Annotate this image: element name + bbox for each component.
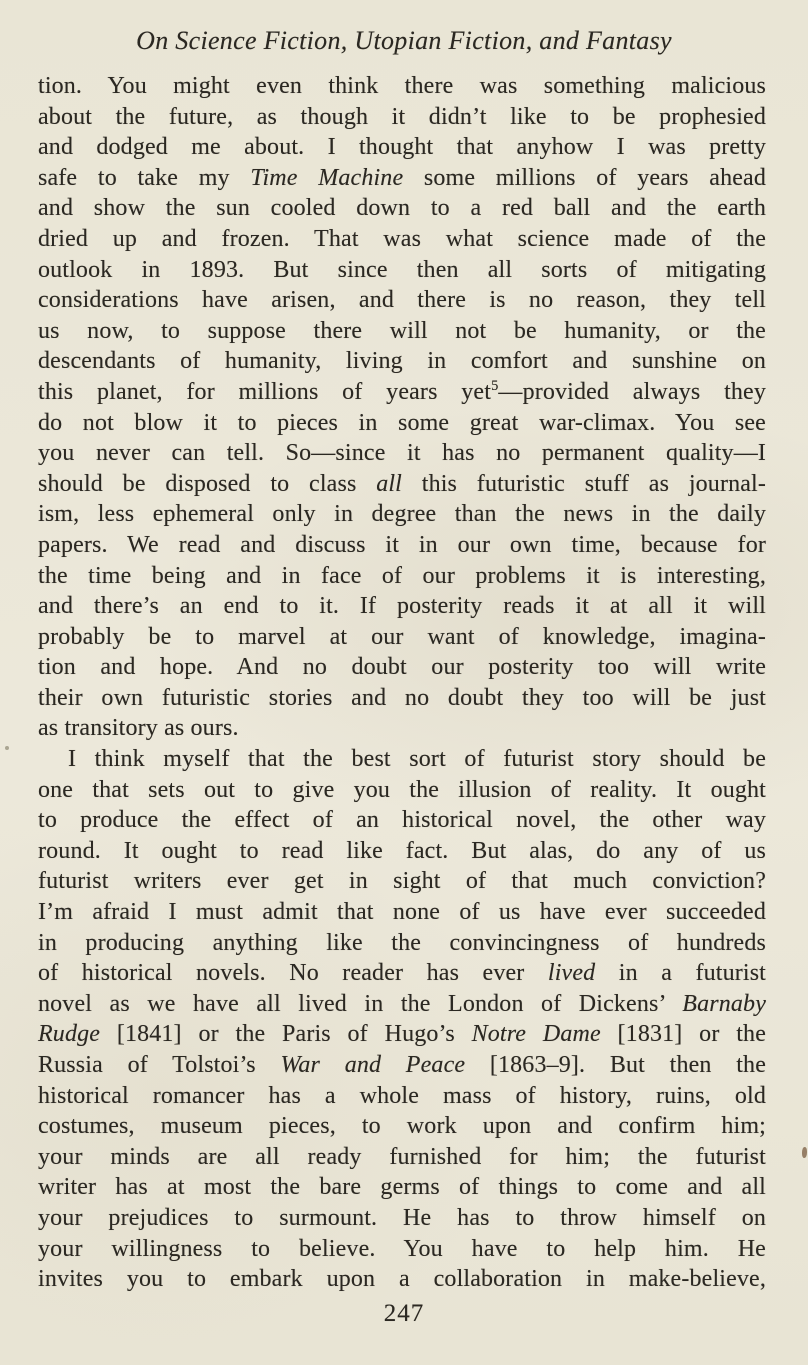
text-segment: —provided always they <box>498 378 766 405</box>
text-segment: round. It ought to read like fact. But alas, do any of us <box>38 837 766 864</box>
text-line <box>38 958 766 989</box>
text-segment: to produce the effect of an historical novel, the other way <box>38 807 766 834</box>
text-line <box>38 1172 766 1203</box>
text-segment: should be disposed to class <box>38 470 377 497</box>
text-line <box>38 530 766 561</box>
text-segment: us now, to suppose there will not be humanity, or the <box>38 317 766 344</box>
text-segment: [1863–9]. But then the <box>465 1052 766 1078</box>
text-segment: and show the sun cooled down to a red ball and the earth <box>38 195 766 222</box>
text-line <box>38 928 766 959</box>
italic-text: Time Machine <box>250 164 404 191</box>
text-segment: of historical novels. No reader has ever <box>38 960 548 987</box>
text-line <box>38 224 766 255</box>
text-segment: [1831] or the <box>600 1021 766 1048</box>
body-text <box>38 71 766 1295</box>
text-line <box>38 346 766 377</box>
text-segment: and dodged me about. I thought that anyhow I was pretty <box>38 134 766 161</box>
text-line <box>38 102 766 133</box>
text-segment: I think myself that the best sort of futurist story should be <box>68 746 766 773</box>
text-line <box>38 377 766 408</box>
text-line <box>38 316 766 347</box>
text-segment: Russia of Tolstoi’s <box>38 1052 281 1078</box>
text-segment: [1841] or the Paris of Hugo’s <box>100 1021 472 1048</box>
text-line <box>38 1234 766 1265</box>
text-line <box>38 897 766 928</box>
text-segment: ism, less ephemeral only in degree than the news in the daily <box>38 501 766 528</box>
text-segment: your willingness to believe. You have to help him. He <box>38 1235 766 1262</box>
text-segment: tion. You might even think there was something malicious <box>38 73 766 99</box>
text-line <box>38 713 766 744</box>
text-line <box>38 775 766 806</box>
text-line <box>38 285 766 316</box>
text-line <box>38 591 766 622</box>
text-line <box>38 438 766 469</box>
text-segment: do not blow it to pieces in some great war-climax. You see <box>38 409 766 436</box>
running-header: On Science Fiction, Utopian Fiction, and Fantasy <box>136 26 672 55</box>
text-segment: as transitory as ours. <box>38 715 239 742</box>
text-line <box>38 499 766 530</box>
text-line <box>38 1081 766 1112</box>
text-line <box>38 163 766 194</box>
text-line <box>38 408 766 439</box>
text-segment: this planet, for millions of years yet <box>38 378 492 405</box>
text-segment: your prejudices to surmount. He has to throw himself on <box>38 1204 766 1231</box>
text-segment: outlook in 1893. But since then all sorts of mitigating <box>38 256 766 283</box>
text-segment: historical romancer has a whole mass of history, ruins, old <box>38 1082 766 1109</box>
text-segment: your minds are all ready furnished for him; the futurist <box>38 1143 766 1170</box>
italic-text: Rudge <box>38 1021 101 1048</box>
text-line <box>38 71 766 102</box>
text-segment: you never can tell. So—since it has no permanent quality—I <box>38 440 766 467</box>
text-segment: some millions of years ahead <box>403 164 766 191</box>
text-segment: and there’s an end to it. If posterity reads it at all it will <box>38 593 766 620</box>
italic-text: lived <box>547 960 596 987</box>
text-line <box>38 561 766 592</box>
italic-text: War and Peace <box>280 1052 466 1078</box>
text-line <box>38 1111 766 1142</box>
text-line <box>38 1264 766 1295</box>
text-line <box>38 1019 766 1050</box>
text-segment: probably be to marvel at our want of knowledge, imagina- <box>38 623 766 650</box>
italic-text: Barnaby <box>682 990 766 1017</box>
page-number: 247 <box>383 1300 425 1327</box>
paragraph <box>38 744 766 1295</box>
text-line <box>38 1203 766 1234</box>
italic-text: Notre Dame <box>471 1021 601 1048</box>
text-segment: their own futuristic stories and no doubt they too will be just <box>38 684 766 711</box>
scan-speck-left <box>5 746 9 750</box>
text-line <box>38 193 766 224</box>
text-segment: papers. We read and discuss it in our own time, because for <box>38 531 766 558</box>
text-segment: novel as we have all lived in the London of Dickens’ <box>38 990 683 1017</box>
text-segment: safe to take my <box>38 164 251 191</box>
text-segment: about the future, as though it didn’t like to be prophesied <box>38 103 766 130</box>
text-segment: dried up and frozen. That was what science made of the <box>38 225 766 252</box>
footnote-marker: 5 <box>491 377 499 394</box>
text-segment: this futuristic stuff as journal- <box>402 470 766 497</box>
scan-speck-right <box>802 1147 807 1158</box>
text-line <box>38 744 766 775</box>
text-segment: futurist writers ever get in sight of that much conviction? <box>38 868 766 895</box>
text-segment: descendants of humanity, living in comfort and sunshine on <box>38 348 766 375</box>
text-segment: the time being and in face of our problems it is interesting, <box>38 562 766 589</box>
text-line <box>38 622 766 653</box>
text-segment: in producing anything like the convincingness of hundreds <box>38 929 766 956</box>
text-line <box>38 1142 766 1173</box>
text-line <box>38 989 766 1020</box>
text-segment: writer has at most the bare germs of things to come and all <box>38 1174 766 1201</box>
text-line <box>38 836 766 867</box>
text-line <box>38 683 766 714</box>
text-line <box>38 132 766 163</box>
text-line <box>38 469 766 500</box>
text-segment: one that sets out to give you the illusion of reality. It ought <box>38 776 766 803</box>
text-line <box>38 1050 766 1081</box>
italic-text: all <box>376 470 403 497</box>
text-line <box>38 866 766 897</box>
text-segment: tion and hope. And no doubt our posterity too will write <box>38 654 766 681</box>
text-segment: costumes, museum pieces, to work upon and confirm him; <box>38 1113 766 1140</box>
text-line <box>38 805 766 836</box>
text-line <box>38 255 766 286</box>
text-line <box>38 652 766 683</box>
paragraph <box>38 71 766 744</box>
text-segment: I’m afraid I must admit that none of us have ever succeeded <box>38 899 766 926</box>
text-segment: in a futurist <box>595 960 766 987</box>
text-segment: considerations have arisen, and there is no reason, they tell <box>38 287 766 314</box>
text-segment: invites you to embark upon a collaboration in make-believe, <box>38 1266 766 1293</box>
